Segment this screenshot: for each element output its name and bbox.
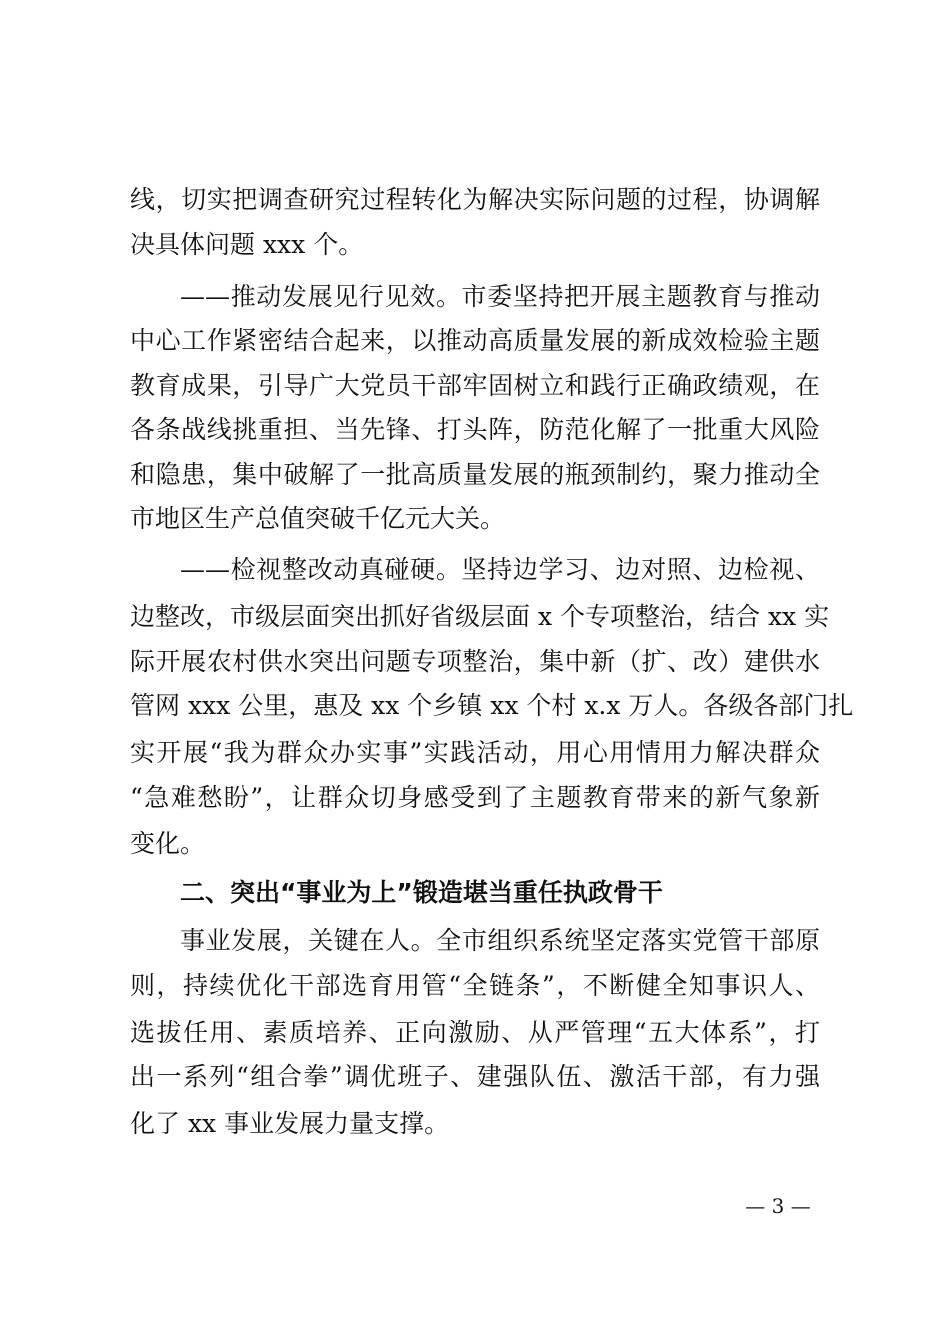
body-text-line: “急难愁盼”，让群众切身感受到了主题教育带来的新气象新: [130, 783, 820, 812]
body-text-line: 际开展农村供水突出问题专项整治，集中新（扩、改）建供水: [130, 647, 820, 676]
body-text-line: 和隐患，集中破解了一批高质量发展的瓶颈制约，聚力推动全: [130, 460, 820, 489]
body-text-line: 化了 xx 事业发展力量支撑。: [130, 1109, 450, 1138]
paragraph-first-line: ——推动发展见行见效。市委坚持把开展主题教育与推动: [180, 282, 820, 311]
body-text-line: 选拔任用、素质培养、正向激励、从严管理“五大体系”，打: [130, 1018, 820, 1047]
body-text-line: 变化。: [130, 829, 206, 858]
paragraph-first-line: ——检视整改动真碰硬。坚持边学习、边对照、边检视、: [180, 555, 820, 584]
body-text-line: 决具体问题 xxx 个。: [130, 230, 364, 259]
body-text-line: 线，切实把调查研究过程转化为解决实际问题的过程，协调解: [130, 185, 820, 214]
body-text-line: 各条战线挑重担、当先锋、打头阵，防范化解了一批重大风险: [130, 415, 820, 444]
body-text-line: 教育成果，引导广大党员干部牢固树立和践行正确政绩观，在: [130, 371, 820, 400]
body-text-line: 中心工作紧密结合起来，以推动高质量发展的新成效检验主题: [130, 326, 820, 355]
body-text-line: 市地区生产总值突破千亿元大关。: [130, 504, 506, 533]
body-text-line: 实开展“我为群众办实事”实践活动，用心用情用力解决群众: [130, 738, 820, 767]
body-text-line: 边整改，市级层面突出抓好省级层面 x 个专项整治，结合 xx 实: [130, 602, 830, 631]
paragraph-first-line: 事业发展，关键在人。全市组织系统坚定落实党管干部原: [180, 926, 820, 955]
body-text-line: 则，持续优化干部选育用管“全链条”，不断健全知事识人、: [130, 971, 820, 1000]
body-text-line: 管网 xxx 公里，惠及 xx 个乡镇 xx 个村 x.x 万人。各级各部门扎: [130, 691, 854, 720]
section-heading: 二、突出“事业为上”锻造堪当重任执政骨干: [180, 878, 663, 907]
page-number: — 3 —: [745, 1194, 811, 1218]
body-text-line: 出一系列“组合拳”调优班子、建强队伍、激活干部，有力强: [130, 1062, 820, 1091]
